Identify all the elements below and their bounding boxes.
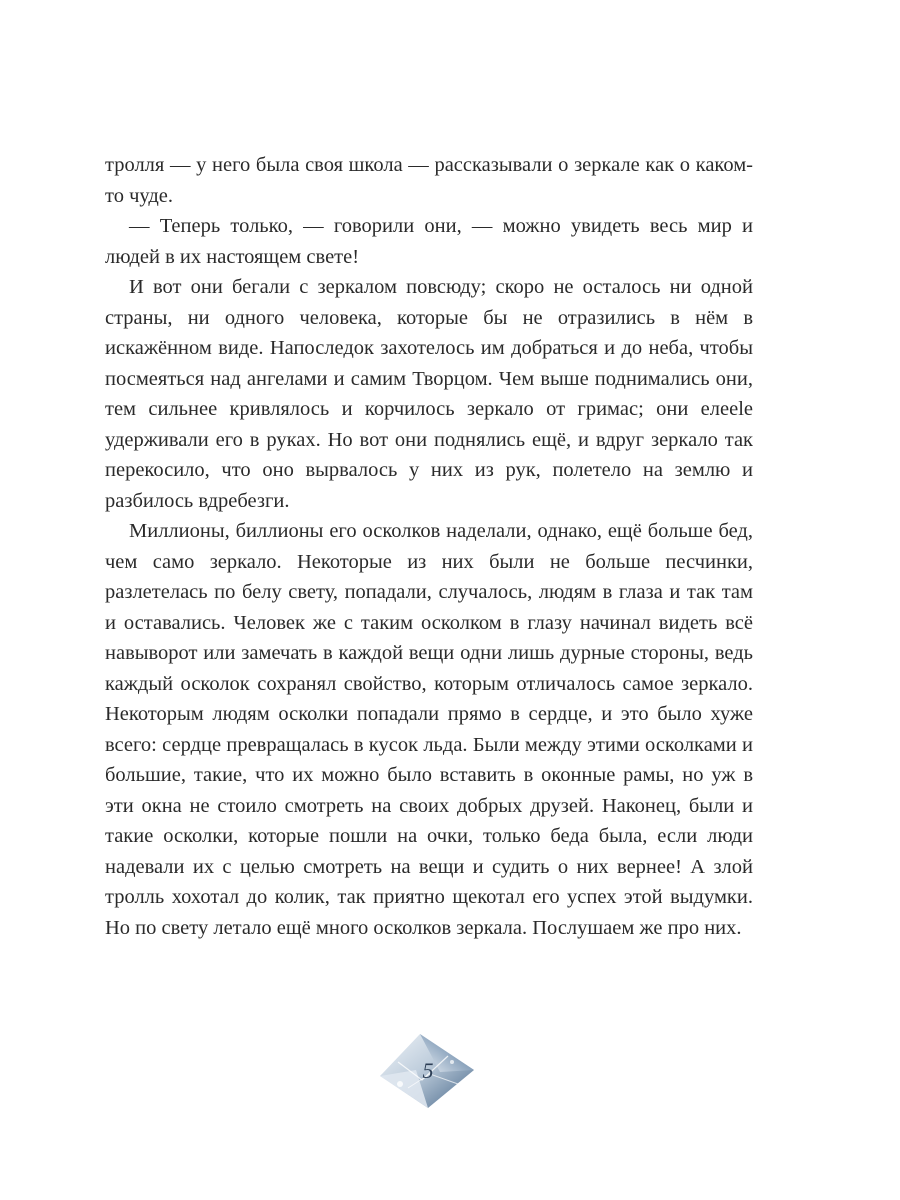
page-number: 5 [422, 1058, 434, 1083]
paragraph-2: — Теперь только, — говорили они, — можно увидеть весь мир и людей в их настоящем свете! [105, 215, 753, 268]
paragraph-1: тролля — у него была своя школа — рассказывали о зеркале как о каком-то чуде. [105, 154, 753, 207]
page-body-text [105, 150, 753, 943]
paragraph-3: И вот они бегали с зеркалом повсюду; скоро не осталось ни одной страны, ни одного человека, которые бы не отразились в нём в искажённом виде. Напоследок захотелось им добраться и до неба, чтобы посмеяться над ангелами и самим Творцом. Чем выше поднимались они, тем сильнее кривлялось и корчилось зеркало от гримас; они елеele удерживали его в руках. Но вот они поднялись ещё, и вдруг зеркало так перекосило, что оно вырвалось у них из рук, полетело на землю и разбилось вдребезги. [105, 276, 753, 512]
paragraph-4: Миллионы, биллионы его осколков наделали, однако, ещё больше бед, чем само зеркало. Некоторые из них были не больше песчинки, разлетелась по белу свету, попадали, случалось, людям в глаза и так там и оставались. Человек же с таким осколком в глазу начинал видеть всё навыворот или замечать в каждой вещи одни лишь дурные стороны, ведь каждый осколок сохранял свойство, которым отличалось самое зеркало. Некоторым людям осколки попадали прямо в сердце, и это было хуже всего: сердце превращалась в кусок льда. Были между этими осколками и большие, такие, что их можно было вставить в оконные рамы, но уж в эти окна не стоило смотреть на своих добрых друзей. Наконец, были и такие осколки, которые пошли на очки, только беда была, если люди надевали их с целью смотреть на вещи и судить о них вернее! А злой тролль хохотал до колик, так приятно щекотал его успех этой выдумки. Но по свету летало ещё много осколков зеркала. Послушаем же про них. [105, 520, 753, 939]
